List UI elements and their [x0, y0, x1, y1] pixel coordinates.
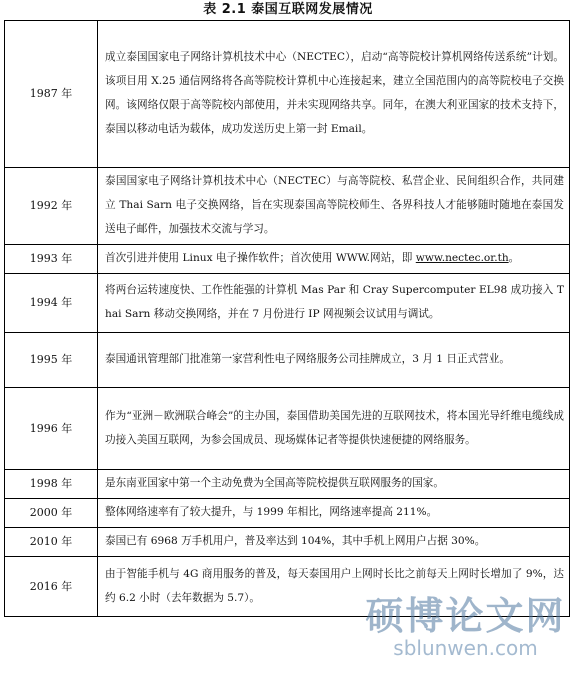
description-cell: 整体网络速率有了较大提升，与 1999 年相比，网络速率提高 211%。: [98, 499, 570, 528]
description-cell: 泰国国家电子网络计算机技术中心（NECTEC）与高等院校、私营企业、民间组织合作，共同建立 Thai Sarn 电子交换网络，旨在实现泰国高等院校师生、各界科技人才能够随时随地在泰国发送电子邮件，加强技术交流与学习。: [98, 168, 570, 245]
table-row: [5, 245, 570, 274]
table-row: [5, 168, 570, 245]
year-cell: 1987 年: [5, 21, 98, 168]
table-row: [5, 499, 570, 528]
nectec-url-link[interactable]: www.nectec.or.th: [415, 252, 509, 265]
year-cell: 1993 年: [5, 245, 98, 274]
description-cell: 泰国已有 6968 万手机用户，普及率达到 104%，其中手机上网用户占据 30%。: [98, 528, 570, 557]
internet-development-table: [4, 20, 570, 617]
watermark-domain: sblunwen.com: [393, 636, 538, 660]
description-text: 首次引进并使用 Linux 电子操作软件；首次使用 WWW.网站，即: [105, 252, 416, 265]
year-cell: 1992 年: [5, 168, 98, 245]
watermark-chinese: 硕博论文网: [365, 594, 566, 638]
year-cell: 1996 年: [5, 388, 98, 470]
description-cell: [98, 245, 570, 274]
table-row: [5, 557, 570, 617]
table-row: [5, 21, 570, 168]
description-cell: 是东南亚国家中第一个主动免费为全国高等院校提供互联网服务的国家。: [98, 470, 570, 499]
table-row: [5, 388, 570, 470]
description-cell: 泰国通讯管理部门批准第一家营利性电子网络服务公司挂牌成立，3 月 1 日正式营业。: [98, 333, 570, 388]
description-cell: 成立泰国国家电子网络计算机技术中心（NECTEC），启动“高等院校计算机网络传送系统”计划。该项目用 X.25 通信网络将各高等院校计算机中心连接起来，建立全国范围内的高等院校电子交换网。该网络仅限于高等院校内部使用，并未实现网络共享。同年，在澳大利亚国家的技术支持下，泰国以移动电话为载体，成功发送历史上第一封 Email。: [98, 21, 570, 168]
year-cell: 2010 年: [5, 528, 98, 557]
table-row: [5, 274, 570, 333]
year-cell: 2016 年: [5, 557, 98, 617]
year-cell: 1998 年: [5, 470, 98, 499]
year-cell: 1995 年: [5, 333, 98, 388]
table-row: [5, 333, 570, 388]
table-caption: 表 2.1 泰国互联网发展情况: [203, 2, 373, 17]
description-text-end: 。: [508, 252, 520, 265]
table-row: [5, 470, 570, 499]
description-cell: 将两台运转速度快、工作性能强的计算机 Mas Par 和 Cray Supercomputer EL98 成功接入 Thai Sarn 移动交换网络，并在 7 月份进行 IP 网视频会议试用与调试。: [98, 274, 570, 333]
year-cell: 1994 年: [5, 274, 98, 333]
table-row: [5, 528, 570, 557]
description-cell: 由于智能手机与 4G 商用服务的普及，每天泰国用户上网时长比之前每天上网时长增加了 9%，达约 6.2 小时（去年数据为 5.7）。: [98, 557, 570, 617]
year-cell: 2000 年: [5, 499, 98, 528]
description-cell: 作为“亚洲－欧洲联合峰会”的主办国，泰国借助美国先进的互联网技术，将本国光导纤维电缆线成功接入美国互联网，为参会国成员、现场媒体记者等提供快速便捷的网络服务。: [98, 388, 570, 470]
